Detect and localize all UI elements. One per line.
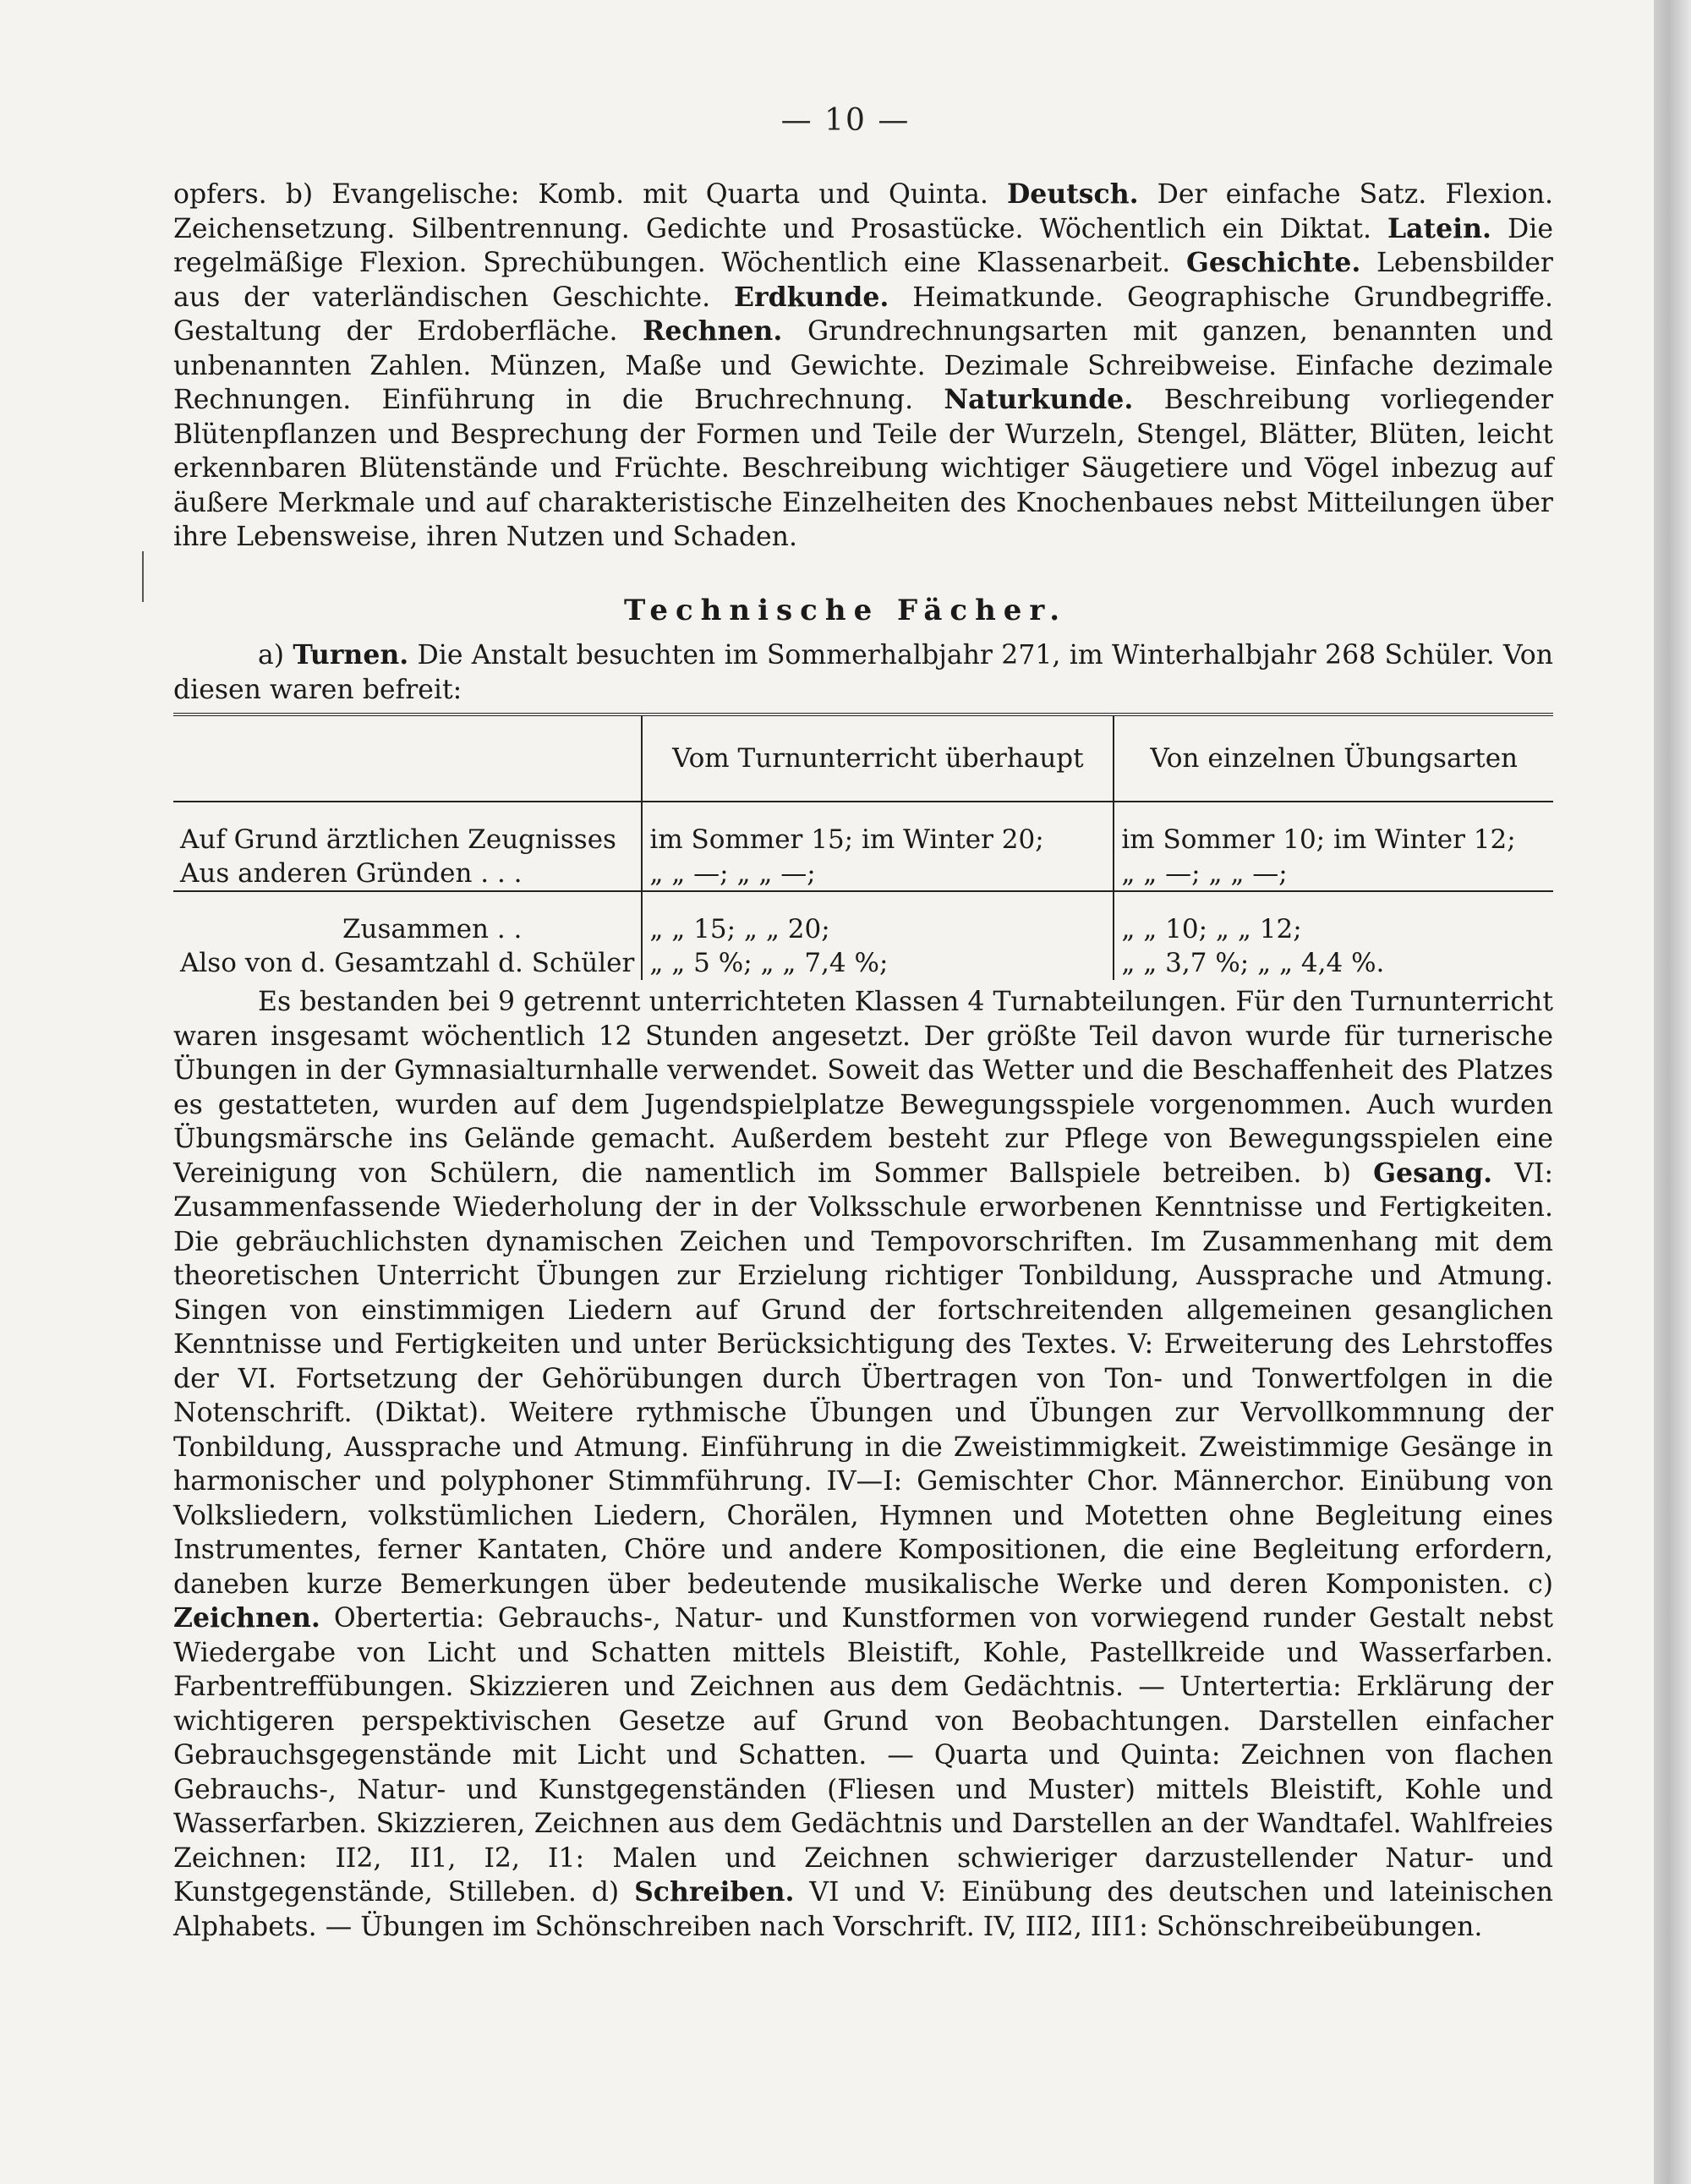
turnen-intro bbox=[173, 638, 1553, 707]
row-label: Auf Grund ärztlichen Zeugnisses bbox=[180, 824, 616, 855]
text-run: Beschreibung vorliegender Blütenpflanzen und Besprechung der Formen und Teile der Wurzeln, Stengel, Blätter, Blüten, leicht erkennbaren Blütenstände und Früchte. Beschreibung wichtiger Säugetiere und Vögel inbezug auf äußere Merkmale und auf charakteristische Einzelheiten des Knochenbaues nebst Mitteilungen über ihre Lebensweise, ihren Nutzen und Schaden. bbox=[173, 385, 1554, 552]
text-run: Grundrechnungsarten mit ganzen, benannten und unbenannten Zahlen. Münzen, Maße und Gewichte. Dezimale Schreibweise. Einfache dezimale Rechnungen. Einführung in die Bruchrechnung. bbox=[173, 316, 1553, 415]
section-heading: Technische Fächer. bbox=[623, 594, 1068, 627]
col2-header: Von einzelnen Übungsarten bbox=[1114, 714, 1553, 802]
table-row bbox=[173, 857, 1553, 891]
turnen-intro-paragraph bbox=[173, 638, 1553, 707]
text-run: Der einfache Satz. Flexion. Zeichensetzung. Silbentrennung. Gedichte und Prosastücke. Wöchentlich ein Diktat. bbox=[173, 179, 1553, 244]
row-col2: „ „ —; „ „ —; bbox=[1114, 857, 1553, 891]
bold-subject: Geschichte. bbox=[1185, 247, 1361, 278]
page-number: — 10 — bbox=[780, 103, 911, 138]
bold-subject: Gesang. bbox=[1373, 1157, 1493, 1189]
body-paragraph bbox=[173, 985, 1553, 1944]
exemption-table bbox=[173, 713, 1553, 980]
text-run: Die regelmäßige Flexion. Sprechübungen. Wöchentlich eine Klassenarbeit. bbox=[173, 213, 1553, 278]
percent-col2: „ „ 3,7 %; „ „ 4,4 %. bbox=[1114, 946, 1553, 980]
text-run: Die Anstalt besuchten im Sommerhalbjahr 271, im Winterhalbjahr 268 Schüler. Von diesen waren befreit: bbox=[173, 640, 1553, 705]
intro-section bbox=[173, 178, 1553, 555]
text-run: Es bestanden bei 9 getrennt unterrichteten Klassen 4 Turnabteilungen. Für den Turnunterricht waren insgesamt wöchentlich 12 Stunden angesetzt. Der größte Teil davon wurde für turnerische Übungen in der Gymnasialturnhalle verwendet. Soweit das Wetter und die Beschaffenheit des Platzes es gestatteten, wurden auf dem Jugendspielplatze Bewegungsspiele vorgenommen. Auch wurden Übungsmärsche ins Gelände gemacht. Außerdem besteht zur Pflege von Bewegungsspielen eine Vereinigung von Schülern, die namentlich im Sommer Ballspiele betreiben. b) bbox=[173, 987, 1553, 1189]
text-run: VI: Zusammenfassende Wiederholung der in der Volksschule erworbenen Kenntnisse und Fertigkeiten. Die gebräuchlichsten dynamischen Zeichen und Tempovorschriften. Im Zusammenhang mit dem theoretischen Unterricht Übungen zur Erzielung richtiger Tonbildung, Aussprache und Atmung. Singen von einstimmigen Liedern auf Grund der fortschreitenden allgemeinen gesanglichen Kenntnisse und Fertigkeiten und unter Berücksichtigung des Textes. V: Erweiterung des Lehrstoffes der VI. Fortsetzung der Gehörübungen durch Übertragen von Ton- und Tonwertfolgen in die Notenschrift. (Diktat). Weitere rythmische Übungen und Übungen zur Vervollkommnung der Tonbildung, Aussprache und Atmung. Einführung in die Zweistimmigkeit. Zweistimmige Gesänge in harmonischer und polyphoner Stimmführung. IV—I: Gemischter Chor. Männerchor. Einübung von Volksliedern, volkstümlichen Liedern, Chorälen, Hymnen und Motetten ohne Begleitung eines Instrumentes, ferner Kantaten, Chöre und andere Kompositionen, die eine Begleitung erfordern, daneben kurze Bemerkungen über bedeutende musikalische Werke und deren Komponisten. c) bbox=[173, 1158, 1553, 1600]
table-header-row bbox=[173, 714, 1553, 802]
sum-col2: „ „ 10; „ „ 12; bbox=[1114, 912, 1553, 946]
row-col2: im Sommer 10; im Winter 12; bbox=[1114, 823, 1553, 857]
bold-subject: Turnen. bbox=[293, 639, 409, 671]
row-col1: im Sommer 15; im Winter 20; bbox=[642, 823, 1114, 857]
bold-subject: Schreiben. bbox=[634, 1876, 795, 1908]
bold-subject: Latein. bbox=[1387, 212, 1491, 244]
sum-label: Zusammen . . bbox=[342, 914, 523, 944]
percent-col1: „ „ 5 %; „ „ 7,4 %; bbox=[642, 946, 1114, 980]
table-sum-row bbox=[173, 912, 1553, 946]
table-row bbox=[173, 823, 1553, 857]
bold-subject: Zeichnen. bbox=[173, 1602, 320, 1634]
table-gap bbox=[173, 891, 1553, 912]
text-run: Obertertia: Gebrauchs-, Natur- und Kunstformen von vorwiegend runder Gestalt nebst Wiedergabe von Licht und Schatten mittels Bleistift, Kohle, Pastellkreide und Wasserfarben. Farbentreffübungen. Skizzieren und Zeichnen aus dem Gedächtnis. — Untertertia: Erklärung der wichtigeren perspektivischen Gesetze auf Grund von Beobachtungen. Darstellen einfacher Gebrauchsgegenstände mit Licht und Schatten. — Quarta und Quinta: Zeichnen von flachen Gebrauchs-, Natur- und Kunstgegenständen (Fliesen und Muster) mittels Bleistift, Kohle und Wasserfarben. Skizzieren, Zeichnen aus dem Gedächtnis und Darstellen an der Wandtafel. Wahlfreies Zeichnen: II2, II1, I2, I1: Malen und Zeichnen schwieriger darzustellender Natur- und Kunstgegenstände, Stilleben. d) bbox=[173, 1603, 1553, 1908]
table-header-empty bbox=[173, 714, 642, 802]
intro-paragraph bbox=[173, 178, 1553, 555]
row-label: Aus anderen Gründen . . . bbox=[173, 857, 642, 891]
col1-header: Vom Turnunterricht überhaupt bbox=[642, 714, 1114, 802]
page-edge-shadow bbox=[1654, 0, 1691, 2184]
bold-subject: Erdkunde. bbox=[734, 281, 889, 313]
bold-subject: Naturkunde. bbox=[944, 384, 1134, 415]
bold-subject: Deutsch. bbox=[1006, 178, 1139, 210]
bold-subject: Rechnen. bbox=[643, 315, 783, 347]
text-run: VI und V: Einübung des deutschen und lateinischen Alphabets. — Übungen im Schönschreiben nach Vorschrift. IV, III2, III1: Schönschreibeübungen. bbox=[173, 1877, 1553, 1942]
table-percent-row bbox=[173, 946, 1553, 980]
text-run: Lebensbilder aus der vaterländischen Geschichte. bbox=[173, 248, 1553, 313]
table-gap bbox=[173, 802, 1553, 823]
sum-col1: „ „ 15; „ „ 20; bbox=[642, 912, 1114, 946]
text-run: Heimatkunde. Geographische Grundbegriffe. Gestaltung der Erdoberfläche. bbox=[173, 282, 1553, 347]
text-run: opfers. b) Evangelische: Komb. mit Quarta und Quinta. bbox=[173, 179, 1007, 210]
row-col1: „ „ —; „ „ —; bbox=[642, 857, 1114, 891]
text-run: a) bbox=[258, 640, 293, 671]
percent-label: Also von d. Gesamtzahl d. Schüler bbox=[180, 948, 635, 978]
body-section bbox=[173, 985, 1553, 1944]
